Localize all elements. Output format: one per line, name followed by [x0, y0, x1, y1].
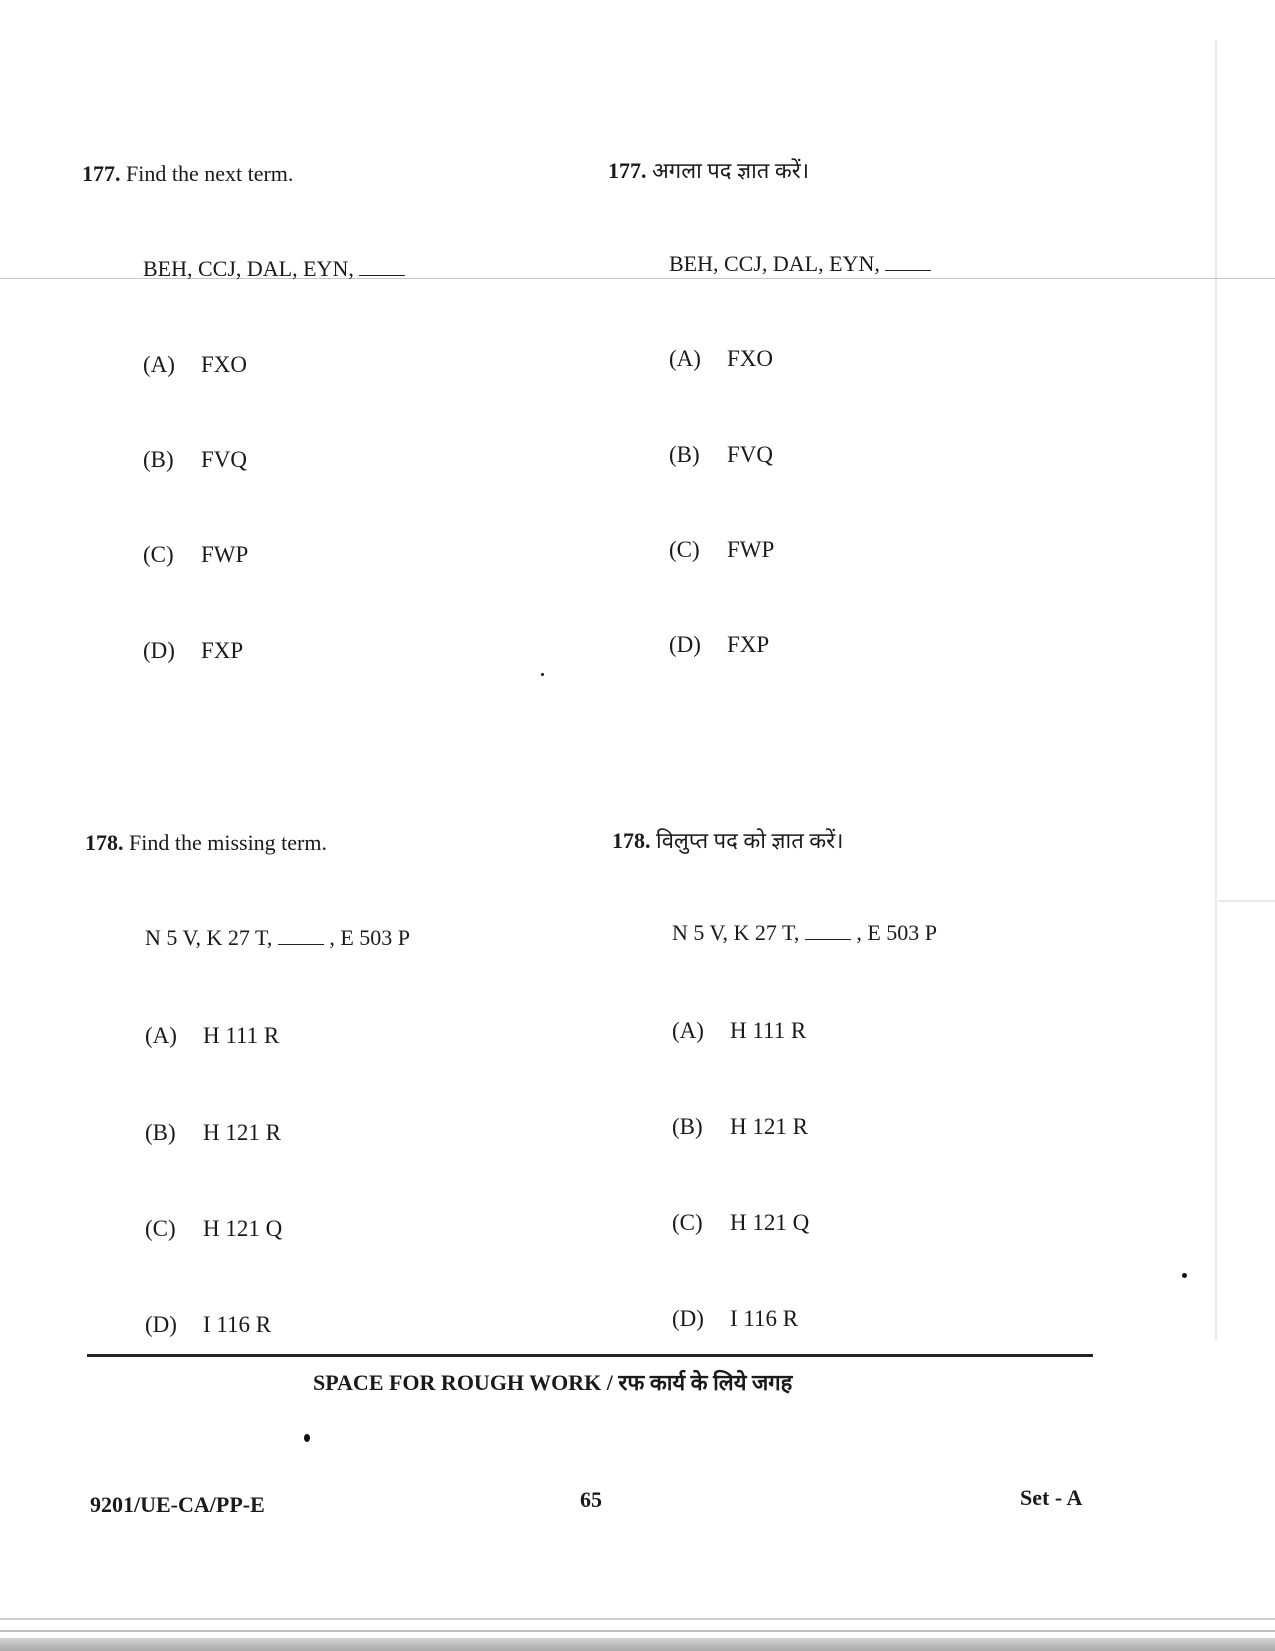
scan-edge — [0, 1638, 1275, 1651]
option-label: (A) — [145, 1023, 177, 1048]
scan-smudge — [1218, 900, 1275, 902]
scan-speck — [1182, 1273, 1187, 1278]
option-label: (D) — [672, 1306, 704, 1331]
scan-speck — [304, 1434, 310, 1442]
option-text: FVQ — [201, 447, 248, 472]
option-label: (B) — [672, 1114, 703, 1139]
q178-hi-question — [612, 825, 844, 855]
rough-work-heading: SPACE FOR ROUGH WORK / रफ कार्य के लिये जगह — [313, 1370, 793, 1395]
option-text: FWP — [201, 542, 249, 567]
q177-en-series — [143, 256, 405, 282]
q178-en-blank — [278, 943, 324, 945]
page-number: 65 — [580, 1487, 602, 1512]
paper-code: 9201/UE-CA/PP-E — [90, 1492, 265, 1517]
option-text: I 116 R — [730, 1306, 799, 1331]
option-text: FWP — [727, 537, 775, 562]
q178-hi-series — [672, 920, 937, 946]
set-label: Set - A — [1020, 1485, 1083, 1510]
scan-edge — [0, 1618, 1275, 1620]
q178-hi-option-d — [672, 1306, 798, 1332]
q178-en-option-a — [145, 1023, 279, 1049]
q177-en-option-a — [143, 352, 247, 378]
q177-en-option-d — [143, 638, 243, 664]
option-text: H 111 R — [730, 1018, 807, 1043]
scan-speck — [541, 673, 544, 676]
q178-hi-series-end: , E 503 P — [850, 920, 938, 945]
q178-hi-option-a — [672, 1018, 806, 1044]
option-label: (C) — [669, 537, 700, 562]
option-text: H 121 Q — [730, 1210, 810, 1235]
option-label: (A) — [143, 352, 175, 377]
q177-en-series-text: BEH, CCJ, DAL, EYN, — [143, 256, 360, 281]
q177-hi-text: अगला पद ज्ञात करें। — [652, 158, 810, 183]
q177-hi-option-a — [669, 346, 773, 372]
option-text: FXO — [201, 352, 248, 377]
q178-en-question — [85, 830, 327, 856]
option-label: (D) — [669, 632, 701, 657]
q178-en-option-b — [145, 1120, 281, 1146]
option-label: (C) — [145, 1216, 176, 1241]
q177-hi-number: 177. — [608, 158, 647, 183]
option-text: FXO — [727, 346, 774, 371]
q177-hi-option-c — [669, 537, 774, 563]
q177-hi-option-b — [669, 442, 773, 468]
option-text: FXP — [201, 638, 244, 663]
q177-hi-blank — [885, 269, 931, 271]
q178-hi-option-c — [672, 1210, 809, 1236]
q177-hi-question — [608, 155, 809, 185]
option-text: I 116 R — [203, 1312, 272, 1337]
q178-en-option-c — [145, 1216, 282, 1242]
option-text: H 121 R — [730, 1114, 808, 1139]
q178-en-option-d — [145, 1312, 271, 1338]
option-text: FXP — [727, 632, 770, 657]
q178-en-series-start: N 5 V, K 27 T, — [145, 925, 278, 950]
option-label: (C) — [672, 1210, 703, 1235]
option-label: (A) — [672, 1018, 704, 1043]
option-label: (C) — [143, 542, 174, 567]
q177-hi-series-text: BEH, CCJ, DAL, EYN, — [669, 251, 886, 276]
q177-en-option-c — [143, 542, 248, 568]
q178-hi-option-b — [672, 1114, 808, 1140]
option-text: FVQ — [727, 442, 774, 467]
q177-hi-series — [669, 251, 931, 277]
option-label: (B) — [669, 442, 700, 467]
q177-en-text: Find the next term. — [126, 161, 294, 186]
scan-edge — [0, 1630, 1275, 1632]
q178-hi-number: 178. — [612, 828, 651, 853]
q177-en-question — [82, 161, 293, 187]
option-label: (B) — [143, 447, 174, 472]
option-label: (A) — [669, 346, 701, 371]
q177-en-blank — [359, 274, 405, 276]
option-label: (B) — [145, 1120, 176, 1145]
q178-hi-series-start: N 5 V, K 27 T, — [672, 920, 805, 945]
q178-hi-blank — [805, 938, 851, 940]
option-label: (D) — [145, 1312, 177, 1337]
option-text: H 111 R — [203, 1023, 280, 1048]
q177-hi-option-d — [669, 632, 769, 658]
option-text: H 121 Q — [203, 1216, 283, 1241]
rough-work-rule — [87, 1354, 1093, 1357]
q178-hi-text: विलुप्त पद को ज्ञात करें। — [656, 828, 844, 853]
option-text: H 121 R — [203, 1120, 281, 1145]
q178-en-series-end: , E 503 P — [323, 925, 411, 950]
q178-en-series — [145, 925, 410, 951]
q178-en-text: Find the missing term. — [129, 830, 327, 855]
q178-en-number: 178. — [85, 830, 124, 855]
scan-smudge — [1215, 40, 1217, 1340]
q177-en-option-b — [143, 447, 247, 473]
option-label: (D) — [143, 638, 175, 663]
q177-en-number: 177. — [82, 161, 121, 186]
